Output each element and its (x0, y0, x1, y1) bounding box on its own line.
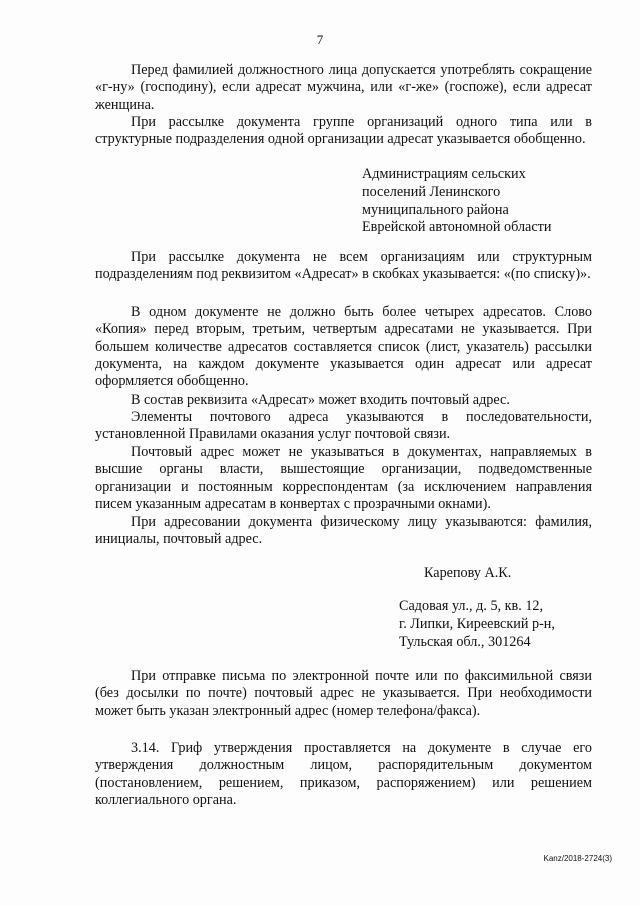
example-addressee-block (362, 166, 551, 237)
addressee-line: муниципального района (362, 201, 509, 218)
addressee-line: Администрациям сельских (362, 166, 526, 182)
addressee-line: Еврейской автономной области (362, 219, 552, 236)
address-line: Тульская обл., 301264 (399, 633, 531, 650)
page-number: 7 (316, 32, 324, 47)
paragraph-group-mailing: При рассылке документа группе организаций одного типа или в структурные подразделения одной организации адресат указывается обобщенно. (95, 114, 592, 148)
paragraph-approval-stamp: 3.14. Гриф утверждения проставляется на документе в случае его утверждения должностным лицом, распорядительным документом (постановлением, решением, приказом, распоряжением) или решением коллегиального органа. (95, 740, 592, 808)
paragraph-four-addressees: В одном документе не должно быть более четырех адресатов. Слово «Копия» перед вторым, третьим, четвертым адресатами не указывается. При большем количестве адресатов составляется список (лист, указатель) рассылки документа, на каждом документе указывается один адресат или адресат оформляется обобщенно. (95, 304, 592, 390)
address-line: Садовая ул., д. 5, кв. 12, (399, 598, 544, 614)
paragraph-abbreviation: Перед фамилией должностного лица допускается употреблять сокращение «г-ну» (господину), если адресат мужчина, или «г-же» (госпоже), если адресат женщина. (95, 62, 592, 113)
paragraph-address-omitted: Почтовый адрес может не указываться в документах, направляемых в высшие органы власти, вышестоящие организации, подведомственные организации и постоянным корреспондентам (за исключением направления писем указанным адресатам в конвертах с прозрачными окнами). (95, 444, 592, 512)
paragraph-individual: При адресовании документа физическому лицу указываются: фамилия, инициалы, почтовый адрес. (95, 514, 592, 548)
example-person-name: Карепову А.К. (424, 565, 512, 581)
paragraph-address-elements: Элементы почтового адреса указываются в последовательности, установленной Правилами оказания услуг почтовой связи. (95, 409, 592, 443)
addressee-line: поселений Ленинского (362, 183, 501, 200)
address-line: г. Липки, Киреевский р-н, (399, 615, 555, 632)
paragraph-email-fax: При отправке письма по электронной почте или по факсимильной связи (без досылки по почте) почтовый адрес не указывается. При необходимости может быть указан электронный адрес (номер телефона/факса). (95, 668, 592, 719)
paragraph-postal-address: В состав реквизита «Адресат» может входить почтовый адрес. (131, 392, 510, 408)
footer-code: Kanz/2018-2724(3) (543, 854, 612, 863)
paragraph-by-list: При рассылке документа не всем организациям или структурным подразделениям под реквизитом «Адресат» в скобках указывается: «(по списку)». (95, 249, 592, 283)
example-person-address (399, 598, 555, 651)
